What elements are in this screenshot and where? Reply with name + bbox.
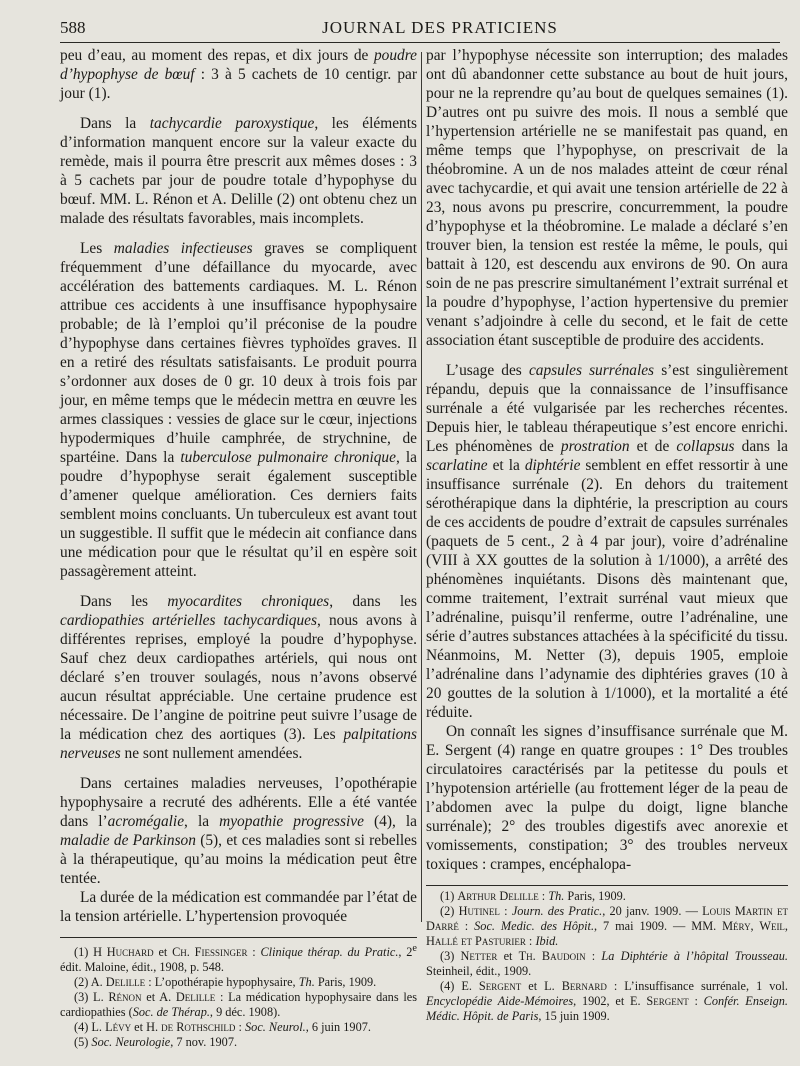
footnote-2: [426, 904, 788, 949]
text: et A.: [141, 990, 176, 1005]
text: Dans les: [80, 593, 168, 610]
text: Les: [80, 240, 114, 257]
text: :: [525, 934, 536, 948]
author-name: Th. Baudoin: [518, 949, 586, 963]
text: (3) L.: [74, 990, 109, 1005]
text: Steinheil, édit., 1909.: [426, 964, 532, 978]
right-column: [426, 46, 788, 1024]
text: (5), et ces maladies sont si rebelles à la thérapeutique, qu’au moins la médication peut être tentée.: [60, 832, 417, 887]
page-number: 588: [60, 18, 86, 37]
text: : L’opothérapie hypophysaire,: [145, 975, 299, 990]
text: :: [585, 949, 602, 963]
paragraph-capsules-surrenales: [426, 361, 788, 722]
text: : 3 à 5 cachets de 10 centigr. par jour (1).: [60, 66, 417, 102]
italic-term: La Diphtérie à l’hôpital Trousseau.: [601, 949, 788, 963]
footnote-3: [426, 949, 788, 979]
text: , 2: [398, 945, 413, 960]
italic-term: tuberculose pulmonaire chronique: [180, 449, 396, 466]
paragraph-signes-insuffisance: [426, 722, 788, 874]
italic-term: Clinique thérap. du Pratic.: [260, 945, 399, 960]
text: par l’hypophyse nécessite son interruption; des malades ont dû abandonner cette substance au bout de huit jours, pour ne la reprendre qu’au bout de quelques semaines (1). D’autres ont pu suivre des mois. Il nous a semblé que l’hypertension artérielle ne se manifestait pas quand, en même temps que l’hypophyse, on prescrivait de la théobromine. A un de nos malades atteint de cœur rénal avec tachycardie, et qui avait une tension artérielle de 22 à 23, nous avons pu prescrire, concurremment, la poudre d’hypophyse et la théobromine. Le malade a déclaré s’en trouver bien, la tension est restée la même, le pouls, qui battait à 120, est descendu aux environs de 90. On aura soin de ne pas prescrire simultanément l’extrait surrénal et la poudre d’hypophyse, l’action hypertensive du premier venant s’adjoindre à celle du second, et le fait de cette association étant susceptible de produire des accidents.: [426, 47, 788, 349]
journal-title: JOURNAL DES PRATICIENS: [322, 18, 558, 37]
text: :: [235, 1020, 246, 1035]
footnote-4: [60, 1020, 417, 1035]
author-name: Louis Martin et Darré: [426, 904, 788, 933]
text: : L’insuffisance surrénale, 1 vol.: [606, 979, 789, 993]
text: graves se compliquent fréquemment d’une défaillance du myocarde, avec accélération des battements cardiaques. M. L. Rénon attribue ces accidents à une insuffisance hypophysaire probable; de là l’emploi qu’il préconise de la poudre d’hypophyse dans certaines fièvres typhoïdes graves. Il en a retiré des résultats satisfaisants. Le produit pourra s’ordonner aux doses de 0 gr. 10 deux à trois fois par jour, en même temps que le médecin mettra en œuvre les armes classiques : vessies de glace sur le cœur, injections hypodermiques d’huile camphrée, de strychnine, de spartéine. Dans la: [60, 240, 417, 466]
paragraph-tachycardie: [60, 114, 417, 228]
author-name: Sergent: [646, 994, 689, 1008]
left-column: [60, 46, 417, 1050]
text: (2) A.: [74, 975, 106, 990]
author-name: Ch. Fiessinger: [172, 945, 248, 960]
italic-term: diphtérie: [524, 457, 581, 474]
text: (3): [440, 949, 461, 963]
paragraph-duree-medication: [60, 888, 417, 926]
text: , 7 nov. 1907.: [170, 1035, 238, 1050]
text: édit. Maloine, édit., 1908, p. 548.: [60, 960, 224, 975]
footnote-4: [426, 979, 788, 1024]
author-name: Sergent: [478, 979, 522, 993]
italic-term: myopathie progressive: [219, 813, 364, 830]
author-name: Lévy: [105, 1020, 132, 1035]
italic-term: Journ. des Pratic.: [511, 904, 603, 918]
text: La durée de la médication est commandée par l’état de la tension artérielle. L’hypertension provoquée: [60, 889, 417, 925]
italic-term: Th.: [548, 889, 565, 903]
footnote-3: [60, 990, 417, 1020]
text: :: [538, 889, 549, 903]
italic-term: maladies infectieuses: [113, 240, 253, 257]
text: dans la: [734, 438, 789, 455]
text: et la: [487, 457, 525, 474]
paragraph-myocardites: [60, 592, 417, 763]
text: :: [688, 994, 704, 1008]
italic-term: Ibid.: [535, 934, 559, 948]
italic-term: maladie de Parkinson: [60, 832, 196, 849]
italic-term: capsules surrénales: [528, 362, 655, 379]
author-name: de Rothschild: [161, 1020, 236, 1035]
author-name: Rénon: [108, 990, 142, 1005]
author-name: Netter: [460, 949, 498, 963]
text: : La médication hypophysaire dans les cardiopathies (: [60, 990, 417, 1020]
text: semblent en effet ressortir à une insuffisance surrénale (2). En dehors du traitement sérothérapique dans la diphtérie, la prescription au cours de ces accidents de poudre d’extrait de capsules surrénales (paquets de 5 cent., 2 à 4 par jour), voire d’adrénaline (VIII à XX gouttes de la solution à 1/1000), a arrêté des phénomènes inquiétants. Disons dès maintenant que, comme traitement, l’extrait surrénal vaut mieux que l’adrénaline, puisqu’il renferme, outre l’adrénaline, une série d’autres substances attachées à la spécificité du tissu. Néanmoins, M. Netter (3), depuis 1905, emploie l’adrénaline dans l’adynamie des diphtéries graves (10 à 20 gouttes de la solution à 1/1000), et la mortalité a été réduite.: [426, 457, 788, 721]
text: On connaît les signes d’insuffisance surrénale que M. E. Sergent (4) range en quatre groupes : 1° Des troubles circulatoires caractérisés par la petitesse du pouls et l’hypotension artérielle (au frottement léger de la peau de l’abdomen avec la pulpe du doigt, ligne blanche surrénale); 2° des troubles digestifs avec anorexie et vomissements, constipation; 3° des troubles nerveux toxiques : crampes, encéphalopa-: [426, 723, 788, 873]
text: et: [497, 949, 519, 963]
italic-term: prostration: [560, 438, 630, 455]
italic-term: poudre d’hypophyse de bœuf: [60, 47, 417, 83]
italic-term: myocardites chroniques: [167, 593, 330, 610]
text: , 6 juin 1907.: [305, 1020, 371, 1035]
text: (4), la: [363, 813, 417, 830]
italic-term: collapsus: [676, 438, 735, 455]
superscript: e: [412, 943, 417, 954]
text: , nous avons à différentes reprises, employé la poudre d’hypophyse. Sauf chez deux cardiopathes artériels, qui nous ont déclaré s’en trouver soulagés, nous n’avons observé aucun résultat appréciable. Une certaine prudence est nécessaire. De l’angine de poitrine peut suivre l’usage de la médication chez des aortiques (3). Les: [60, 612, 417, 743]
text: Dans la: [80, 115, 150, 132]
paragraph-hypertension: [426, 46, 788, 350]
footnote-2: [60, 975, 417, 990]
author-name: Bernard: [561, 979, 607, 993]
author-name: Arthur Delille: [457, 889, 539, 903]
italic-term: Confér. Enseign. Médic. Hôpit. de Paris: [426, 994, 788, 1023]
text: Paris, 1909.: [564, 889, 626, 903]
text: , la poudre d’hypophyse serait également susceptible d’amener quelque amélioration. Ces derniers faits semblent moins concluants. Un tuberculeux est avant tout un suggestible. Il suffit que le médecin ait confiance dans une médication pour que le résultat qu’il en espère soit passagèrement atteint.: [60, 449, 417, 580]
footnote-1: [60, 941, 417, 975]
text: peu d’eau, au moment des repas, et dix jours de: [60, 47, 374, 64]
text: (4) L.: [74, 1020, 106, 1035]
text: (2): [440, 904, 459, 918]
italic-term: palpitations nerveuses: [60, 726, 417, 762]
footnote-rule: [60, 937, 417, 938]
paragraph-hypophyse-doses: [60, 46, 417, 103]
text: , 9 déc. 1908).: [209, 1005, 281, 1020]
italic-term: scarlatine: [426, 457, 488, 474]
footnote-1: [426, 889, 788, 904]
author-name: Méry, Weil, Hallé et Pasturier: [426, 919, 789, 948]
text: , 15 juin 1909.: [538, 1009, 610, 1023]
text: Paris, 1909.: [314, 975, 377, 990]
text: et de: [629, 438, 677, 455]
footnote-rule: [426, 885, 788, 886]
running-head: [60, 16, 780, 43]
text: (5): [74, 1035, 92, 1050]
italic-term: Soc. Neurologie: [91, 1035, 171, 1050]
author-name: Huchard: [102, 945, 154, 960]
text: :: [458, 919, 475, 933]
italic-term: Soc. de Thérap.: [132, 1005, 210, 1020]
text: , 7 mai 1909. — MM.: [594, 919, 723, 933]
italic-term: cardiopathies artérielles tachycardiques: [60, 612, 318, 629]
text: s’est singulièrement répandu, depuis que la connaissance de l’insuffisance surrénale a été vulgarisée par les recherches récentes. Depuis hier, le tableau thérapeutique s’est encore enrichi. Les phénomènes de: [426, 362, 788, 455]
text: Dans certaines maladies nerveuses, l’opothérapie hypophysaire a recruté des adhérents. Elle a été vantée dans l’: [60, 775, 417, 830]
paragraph-maladies-infectieuses: [60, 239, 417, 581]
column-rule: [421, 52, 422, 922]
text: , 20 janv. 1909. —: [602, 904, 703, 918]
text: (1) H: [74, 945, 102, 960]
footnote-5: [60, 1035, 417, 1050]
italic-term: Soc. Neurol.: [245, 1020, 306, 1035]
text: (4) E.: [440, 979, 479, 993]
italic-term: Soc. Medic. des Hôpit.: [474, 919, 595, 933]
text: et H.: [131, 1020, 162, 1035]
italic-term: tachycardie paroxystique: [149, 115, 315, 132]
author-name: Hutinel: [458, 904, 500, 918]
italic-term: Th.: [298, 975, 315, 990]
text: ne sont nullement amendées.: [120, 745, 303, 762]
paragraph-maladies-nerveuses: [60, 774, 417, 888]
author-name: Delille: [105, 975, 146, 990]
italic-term: acromégalie: [107, 813, 185, 830]
text: (1): [440, 889, 458, 903]
author-name: Delille: [175, 990, 216, 1005]
text: :: [247, 945, 261, 960]
text: :: [499, 904, 512, 918]
text: , dans les: [329, 593, 417, 610]
text: et L.: [521, 979, 562, 993]
text: L’usage des: [446, 362, 529, 379]
text: , 1902, et E.: [573, 994, 647, 1008]
text: , les éléments d’information manquent encore sur la valeur exacte du remède, mais il pourra être prescrit aux mêmes doses : 3 à 5 cachets par jour de poudre totale d’hypophyse du bœuf. MM. L. Rénon et A. Delille (2) ont obtenu chez un malade des résultats favorables, mais incomplets.: [60, 115, 417, 227]
italic-term: Encyclopédie Aide-Mémoires: [426, 994, 574, 1008]
text: , la: [184, 813, 220, 830]
text: et: [153, 945, 173, 960]
